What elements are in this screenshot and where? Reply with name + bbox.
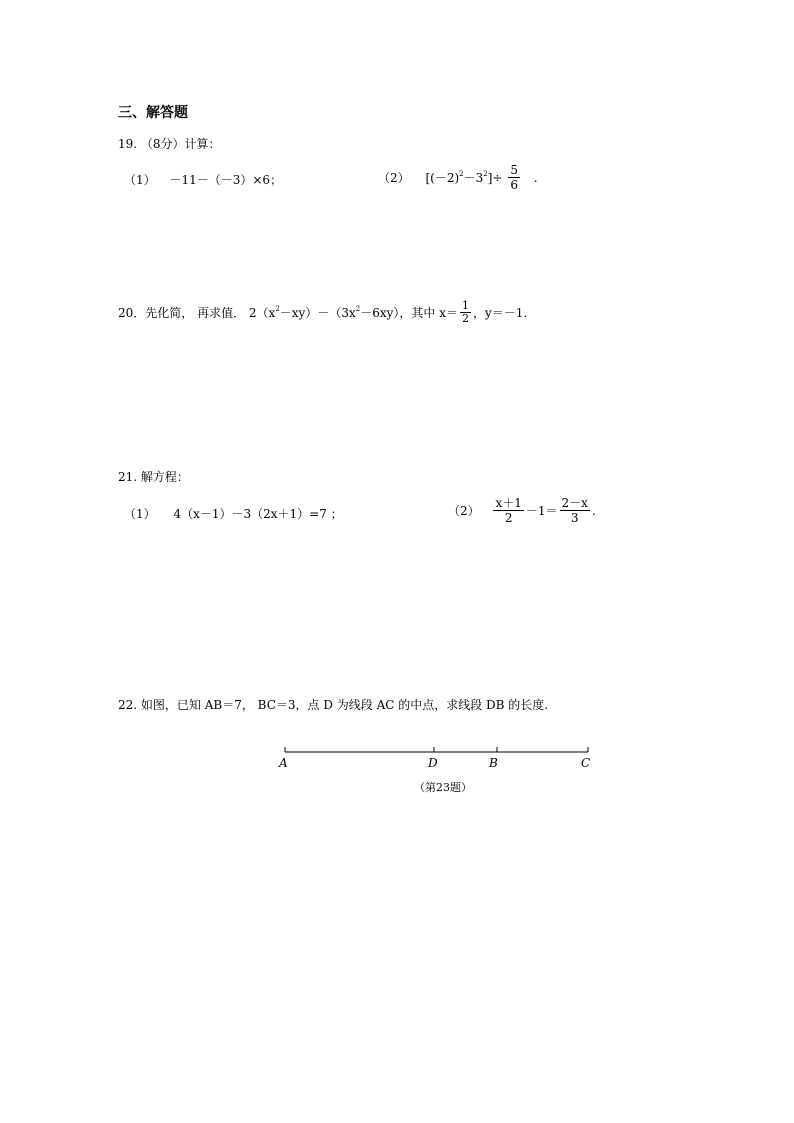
q21-part2-mid: －1＝ [525,503,558,518]
q21-part1-expr: 4（x－1）－3（2x＋1）=7 ； [173,507,343,521]
point-label-b: B [489,756,498,770]
q21-header: 21. 解方程： [118,470,189,484]
q19-header: 19. （8分）计算： [118,137,221,151]
q19-part2-sup2: 2 [483,169,488,178]
point-label-c: C [581,756,591,770]
point-label-a: A [279,756,288,770]
q21-part2-label: （2） [448,503,480,518]
q19-part2-a: [(－2) [425,170,460,185]
q21-part1-label: （1） [124,507,156,521]
q21-part2-denominator2: 3 [570,511,579,525]
q21-part2-numerator2: 2－x [561,496,588,510]
q19-part1-expr: －11－（－3）×6； [169,173,283,187]
q20-a: 20．先化简， 再求值． 2（x [118,305,276,320]
q21-part2-denominator1: 2 [504,511,513,525]
q20-b: －xy）－（3x [279,305,356,320]
q20-numerator: 1 [461,299,469,312]
q22-text: 22. 如图，已知 AB＝7， BC＝3，点 D 为线段 AC 的中点，求线段 DB 的长度. [118,698,549,712]
q19-part2-denominator: 6 [510,178,518,192]
point-label-d: D [428,756,438,770]
q21-part2-numerator1: x＋1 [495,496,522,510]
q21-part2-end: . [591,503,596,518]
q20-sup1: 2 [275,304,280,313]
figure-caption: （第23题） [414,781,472,794]
q19-part2-end: . [533,170,538,185]
q20-c: －6xy），其中 x＝ [360,305,458,320]
q19-part2-sup1: 2 [459,169,464,178]
q19-part2-b: －3 [463,170,484,185]
q19-part2-c: ]÷ [487,170,503,185]
q20-sup2: 2 [355,304,361,313]
q19-part2-numerator: 5 [510,163,518,177]
q20-end: ，y＝－1. [472,305,528,320]
q20-denominator: 2 [461,312,469,325]
q19-part1-label: （1） [124,173,156,187]
section-title: 三、解答题 [118,105,188,121]
q19-part2-label: （2） [378,170,410,185]
